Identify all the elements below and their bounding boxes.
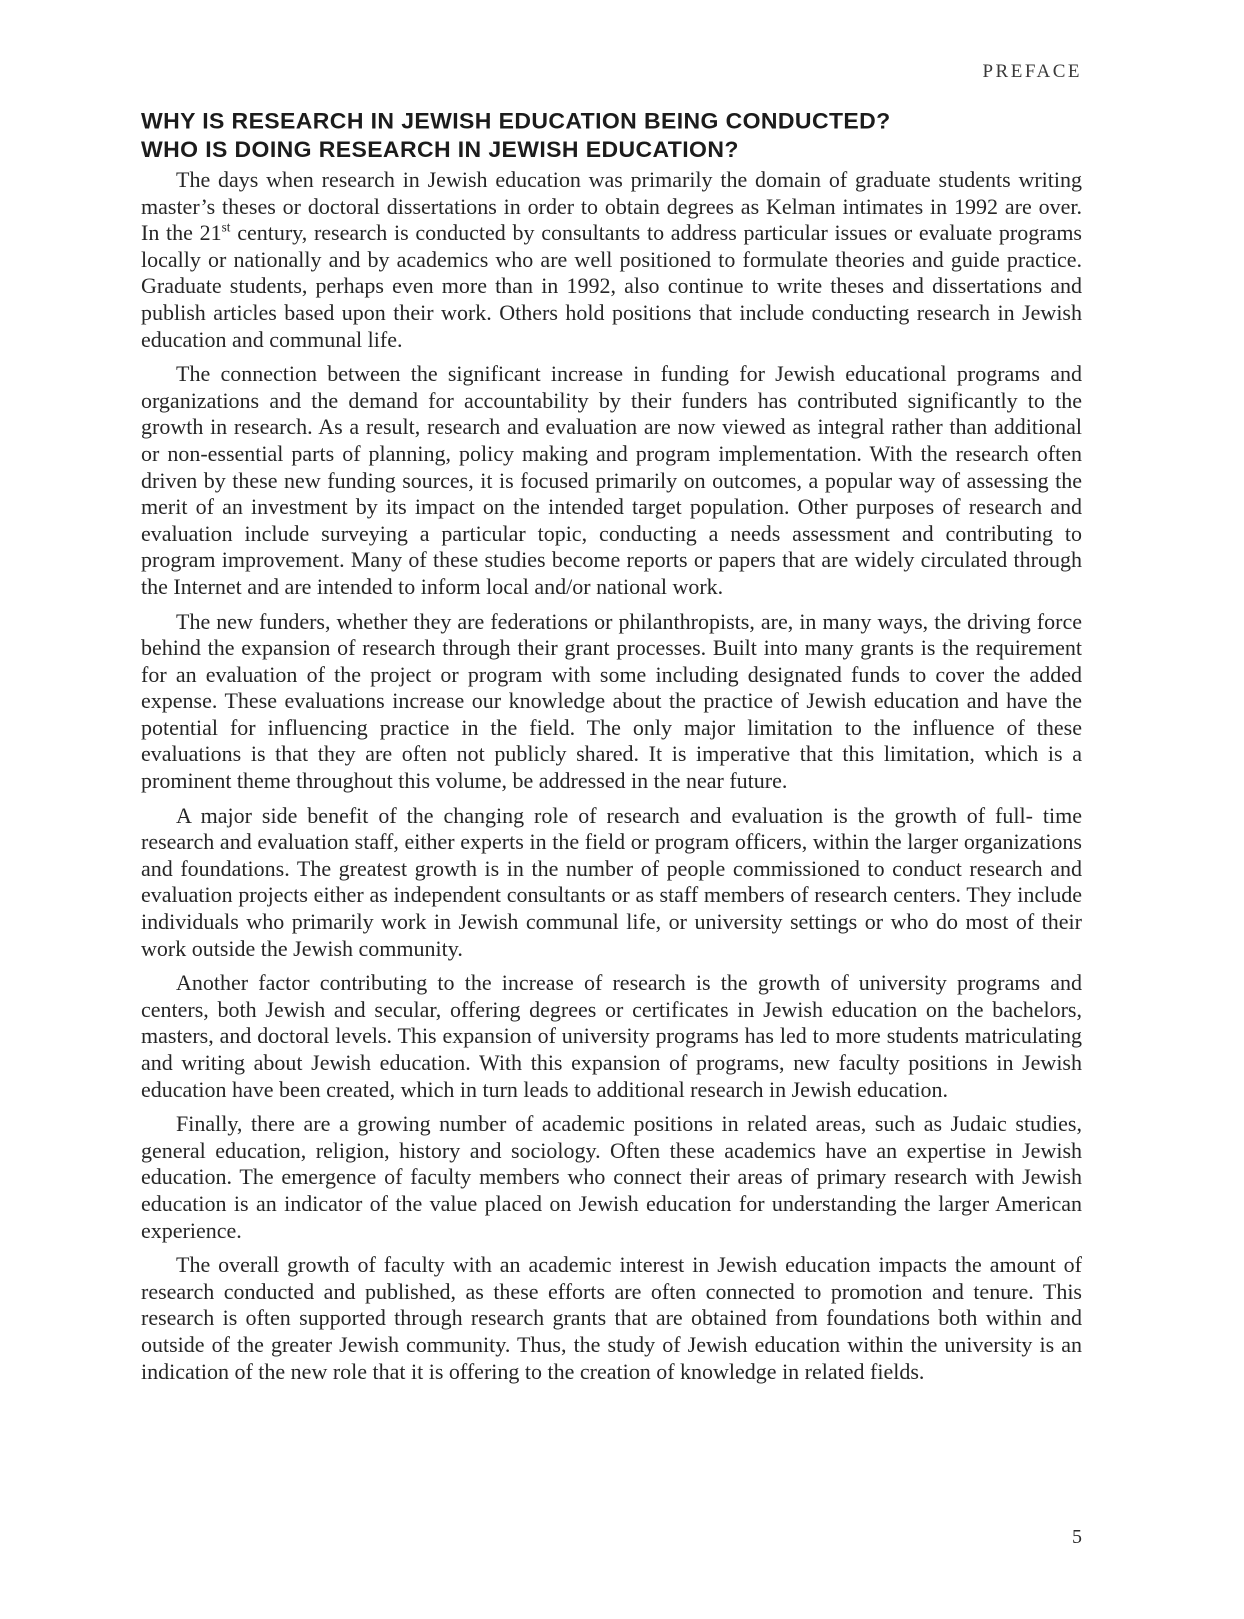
section-heading-line-2: WHO IS DOING RESEARCH IN JEWISH EDUCATION? <box>141 136 739 162</box>
section-heading <box>141 107 1141 164</box>
paragraph: Another factor contributing to the increase of research is the growth of university programs and centers, both Jewish and secular, offering degrees or certificates in Jewish education on the bachelors, masters, and doctoral levels. This expansion of university programs has led to more students matriculating and writing about Jewish education. With this expansion of programs, new faculty positions in Jewish education have been created, which in turn leads to additional research in Jewish education. <box>141 970 1082 1102</box>
paragraph: A major side benefit of the changing role of research and evaluation is the growth of full- time research and evaluation staff, either experts in the field or program officers, within the larger organizations and foundations. The greatest growth is in the number of people commissioned to conduct research and evaluation projects either as independent consultants or as staff members of research centers. They include individuals who primarily work in Jewish communal life, or university settings or who do most of their work outside the Jewish community. <box>141 802 1082 961</box>
running-header: PREFACE <box>982 61 1082 82</box>
paragraph: Finally, there are a growing number of academic positions in related areas, such as Judaic studies, general education, religion, history and sociology. Often these academics have an expertise in Jewish education. The emergence of faculty members who connect their areas of primary research with Jewish education is an indicator of the value placed on Jewish education for understanding the larger American experience. <box>141 1111 1082 1243</box>
section-heading-line-1: WHY IS RESEARCH IN JEWISH EDUCATION BEING CONDUCTED? <box>141 107 891 134</box>
paragraph: The connection between the significant increase in funding for Jewish educational programs and organizations and the demand for accountability by their funders has contributed significantly to the growth in research. As a result, research and evaluation are now viewed as integral rather than additional or non-essential parts of planning, policy making and program implementation. With the research often driven by these new funding sources, it is focused primarily on outcomes, a popular way of assessing the merit of an investment by its impact on the intended target population. Other purposes of research and evaluation include surveying a particular topic, conducting a needs assessment and contributing to program improvement. Many of these studies become reports or papers that are widely circulated through the Internet and are intended to inform local and/or national work. <box>141 361 1082 599</box>
superscript-ordinal: st <box>221 219 231 235</box>
paragraph: The new funders, whether they are federations or philanthropists, are, in many ways, the driving force behind the expansion of research through their grant processes. Built into many grants is the requirement for an evaluation of the project or program with some including designated funds to cover the added expense. These evaluations increase our knowledge about the practice of Jewish education and have the potential for influencing practice in the field. The only major limitation to the influence of these evaluations is that they are often not publicly shared. It is imperative that this limitation, which is a prominent theme throughout this volume, be addressed in the near future. <box>141 608 1082 794</box>
paragraph: The overall growth of faculty with an academic interest in Jewish education impacts the amount of research conducted and published, as these efforts are often connected to promotion and tenure. This research is often supported through research grants that are obtained from foundations both within and outside of the greater Jewish community. Thus, the study of Jewish education within the university is an indication of the new role that it is offering to the creation of knowledge in related fields. <box>141 1252 1082 1384</box>
body-text <box>141 167 1082 1393</box>
page-number: 5 <box>1072 1526 1082 1548</box>
paragraph: The days when research in Jewish education was primarily the domain of graduate students writing master’s theses or doctoral dissertations in order to obtain degrees as Kelman intimates in 1992 are over. In the 21st century, research is conducted by consultants to address particular issues or evaluate programs locally or nationally and by academics who are well positioned to formulate theories and guide practice. Graduate students, perhaps even more than in 1992, also continue to write theses and dissertations and publish articles based upon their work. Others hold positions that include conducting research in Jewish education and communal life. <box>141 167 1082 352</box>
